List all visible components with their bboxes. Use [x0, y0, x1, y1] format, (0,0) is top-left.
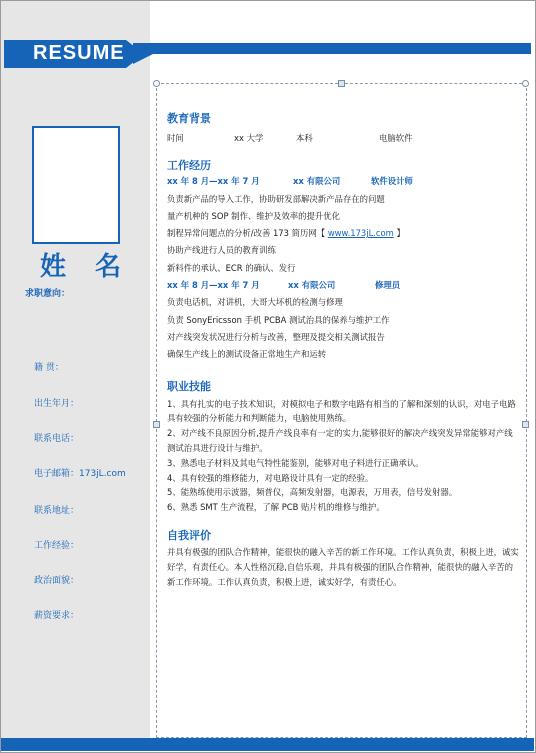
- sidebar: [1, 1, 150, 750]
- job1-duty-with-link: [167, 225, 519, 242]
- header-right-band: [133, 43, 531, 54]
- job1-duty: 量产机种的 SOP 制作、维护及效率的提升优化: [167, 210, 341, 221]
- resize-handle-top-right[interactable]: [522, 80, 529, 87]
- link-bracket: 】: [396, 228, 405, 239]
- education-title: 教育背景: [167, 112, 211, 125]
- skill-item: 3、熟悉电子材料及其电气特性能鉴别，能够对电子料进行正确承认。: [167, 457, 424, 468]
- objective-label: 求职意向：: [25, 289, 71, 299]
- header-band-left: [4, 40, 17, 68]
- education-row: [167, 130, 519, 147]
- job1-duty: 协助产线进行人员的教育训练: [167, 245, 276, 256]
- resume-title: RESUME: [33, 42, 125, 64]
- field-political-status: 政治面貌：: [34, 576, 80, 586]
- job1-duty: 制程异常问题点的分析/改善 173 简历网【: [167, 228, 326, 239]
- photo-placeholder[interactable]: [32, 126, 120, 244]
- skill-item: 1、具有扎实的电子技术知识，对模拟电子和数字电路有相当的了解和深刻的认识，对电子电路具有较强的分析能力和判断能力，电脑使用熟练。: [167, 398, 516, 424]
- website-link[interactable]: www.173jL.com: [327, 228, 394, 239]
- field-phone: 联系电话：: [34, 434, 80, 444]
- education-school: xx 大学: [234, 133, 264, 143]
- self-eval-title: 自我评价: [167, 528, 211, 542]
- resize-handle-top-left[interactable]: [153, 80, 160, 87]
- resize-handle-top[interactable]: [338, 80, 345, 87]
- bottom-bar: [1, 738, 534, 751]
- field-native-place: 籍 贯：: [34, 363, 64, 373]
- job1-duty: 新料件的承认、ECR 的确认、发行: [167, 262, 296, 273]
- job1-duty: 负责新产品的导入工作，协助研发部解决新产品存在的问题: [167, 193, 385, 204]
- main-content: [167, 110, 519, 589]
- resize-handle-left[interactable]: [153, 421, 160, 428]
- work-title: 工作经历: [167, 159, 211, 173]
- field-birth-date: 出生年月：: [34, 399, 80, 409]
- job2-position: 修理员: [375, 280, 401, 291]
- job2-duty: 确保生产线上的测试设备正常地生产和运转: [167, 349, 327, 360]
- field-salary: 薪资要求：: [34, 611, 80, 621]
- job2-duty: 负责电话机，对讲机，大哥大坏机的检测与修理: [167, 297, 343, 308]
- job1-period: xx 年 8 月—xx 年 7 月: [167, 176, 260, 187]
- education-degree: 本科: [296, 133, 313, 143]
- skill-item: 5、能熟练使用示波器，频普仪，高频发射器，电源表，万用表，信号发射器。: [167, 487, 458, 498]
- skill-item: 2、对产线不良原因分析,提升产线良率有一定的实力,能够很好的解决产线突发异常能够对产线测试治具进行设计与维护。: [167, 428, 513, 453]
- job1-company: xx 有限公司: [293, 176, 341, 187]
- field-email: 电子邮箱：173jL.com: [34, 469, 126, 479]
- job2-company: xx 有限公司: [288, 280, 336, 291]
- skills-title: 职业技能: [167, 379, 211, 393]
- header-right-wedge: [133, 54, 153, 64]
- job2-duty: 对产线突发状况进行分析与改善，整理及提交相关测试报告: [167, 331, 385, 342]
- skill-item: 4、具有较强的维修能力，对电路设计具有一定的经验。: [167, 472, 374, 483]
- skill-item: 6、熟悉 SMT 生产流程，了解 PCB 贴片机的维修与维护。: [167, 502, 385, 513]
- job2-header: [167, 277, 519, 294]
- education-major: 电脑软件: [379, 133, 413, 143]
- self-eval-text: 并具有极强的团队合作精神，能很快的融入辛苦的新工作环境。工作认真负责，积极上进，诚实好学，有责任心。本人性格沉稳,自信乐观，并具有极强的团队合作精神，能很快的融入辛苦的新工作环境。工作认真负责，积极上进，诚实好学，有责任心。: [167, 546, 519, 587]
- resize-handle-right[interactable]: [522, 421, 529, 428]
- job1-position: 软件设计师: [371, 176, 413, 187]
- field-work-experience: 工作经验：: [34, 541, 80, 551]
- education-time: 时间: [167, 133, 184, 143]
- job2-period: xx 年 8 月—xx 年 7 月: [167, 280, 260, 291]
- candidate-name: 姓 名: [40, 252, 132, 282]
- job2-duty: 负责 SonyEricsson 手机 PCBA 测试治具的保养与维护工作: [167, 314, 390, 325]
- field-address: 联系地址：: [34, 506, 80, 516]
- job1-header: [167, 173, 519, 190]
